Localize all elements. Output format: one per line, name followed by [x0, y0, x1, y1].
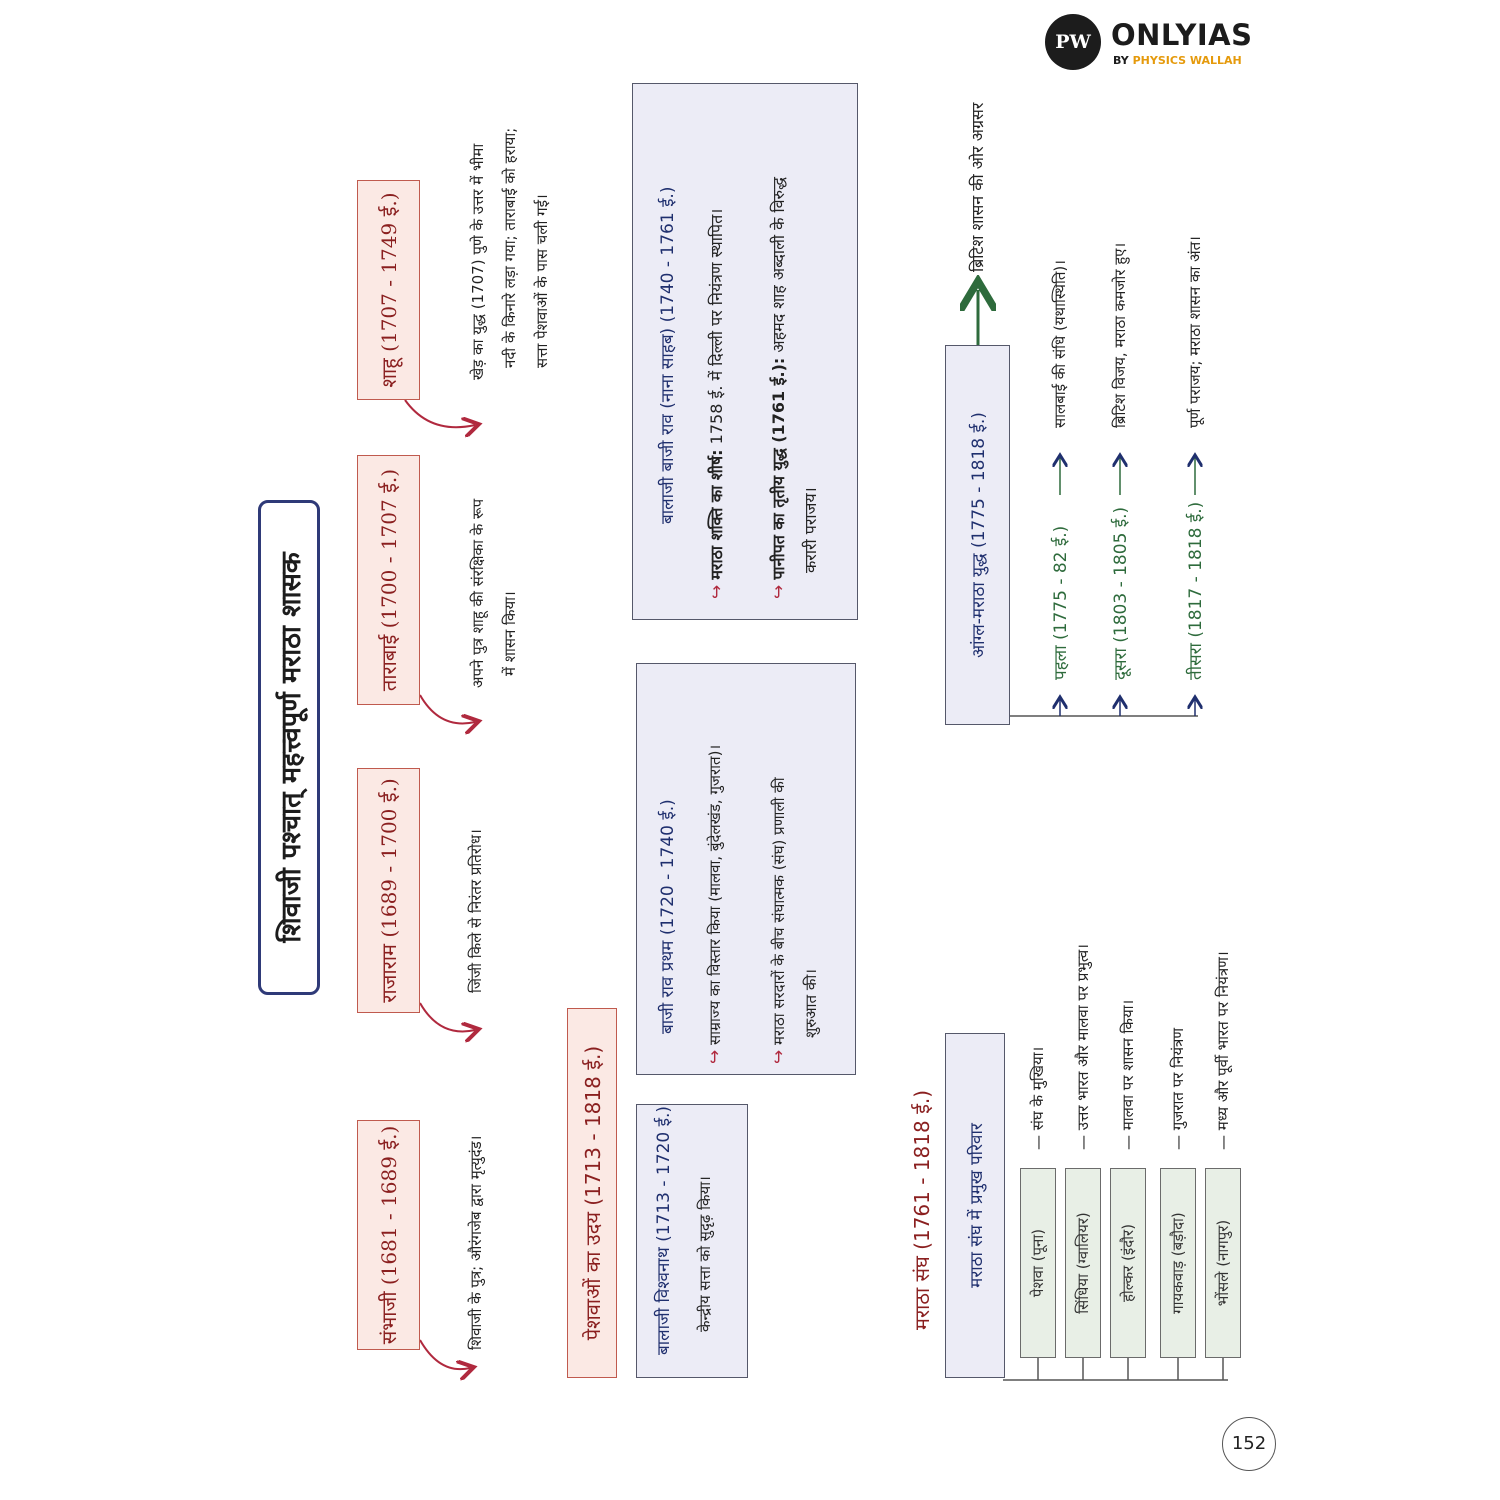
war-second: दूसरा (1803 - 1805 ई.) — [1111, 506, 1131, 680]
war-second-result: ब्रिटिश विजय, मराठा कमजोर हुए। — [1111, 242, 1129, 428]
ruler-sambhaji-desc: शिवाजी के पुत्र; औरंगजेब द्वारा मृत्युदंड। — [467, 1135, 485, 1350]
war-third: तीसरा (1817 - 1818 ई.) — [1186, 501, 1206, 680]
family-gaikwad-desc: — गुजरात पर नियंत्रण — [1169, 1027, 1187, 1150]
confederacy-title: मराठा संघ (1761 - 1818 ई.) — [910, 1089, 934, 1330]
ruler-sambhaji: संभाजी (1681 - 1689 ई.) — [357, 1120, 420, 1350]
family-bhonsle-desc: — मध्य और पूर्वी भारत पर नियंत्रण। — [1214, 951, 1232, 1150]
ruler-tarabai: ताराबाई (1700 - 1707 ई.) — [357, 455, 420, 705]
peshwa-rise-box: पेशवाओं का उदय (1713 - 1818 ई.) — [567, 1008, 617, 1378]
family-peshwa-desc: — संघ के मुखिया। — [1029, 1046, 1047, 1150]
family-holkar-desc: — मालवा पर शासन किया। — [1119, 999, 1137, 1150]
point-arrow-icon: ↪ — [769, 1049, 789, 1064]
ruler-rajaram: राजाराम (1689 - 1700 ई.) — [357, 768, 420, 1013]
war-first-result: सालबाई की संधि (यथास्थिति)। — [1051, 260, 1069, 428]
brand-subtitle: BY PHYSICS WALLAH — [1113, 54, 1242, 67]
family-bhonsle: भोंसले (नागपुर) — [1205, 1168, 1241, 1358]
page-title: शिवाजी पश्चात् महत्त्वपूर्ण मराठा शासक — [258, 500, 320, 995]
family-peshwa: पेशवा (पूना) — [1020, 1168, 1056, 1358]
bajirao-box: बाजी राव प्रथम (1720 - 1740 ई.) ↪ साम्राज्य का विस्तार किया (मालवा, बुंदेलखंड, गुजरात)। ↪ मराठा सरदारों के बीच संघात्मक (संघ) प्रणाली की शुरुआत की। — [636, 663, 856, 1075]
anglo-outcome: ब्रिटिश शासन की ओर अग्रसर — [968, 102, 987, 272]
point-arrow-icon: ↪ — [705, 1049, 725, 1064]
ruler-shahu-desc: खेड़ का युद्ध (1707) पुणे के उत्तर में भीमा नदी के किनारे लड़ा गया; ताराबाई को हराया; सत्ता पेशवाओं के पास चली गई। — [469, 127, 551, 380]
point-arrow-icon: ↪ — [769, 584, 789, 599]
brand-name: ONLYIAS — [1111, 18, 1253, 52]
pw-logo-icon: PW — [1045, 14, 1101, 70]
family-scindia: सिंधिया (ग्वालियर) — [1065, 1168, 1101, 1358]
page-number: 152 — [1222, 1417, 1276, 1471]
anglo-maratha-box: आंग्ल-मराठा युद्ध (1775 - 1818 ई.) — [945, 345, 1010, 725]
ruler-rajaram-desc: जिंजी किले से निरंतर प्रतिरोध। — [467, 829, 485, 993]
point-arrow-icon: ↪ — [707, 584, 727, 599]
ruler-tarabai-desc: अपने पुत्र शाहू की संरक्षिका के रूप में शासन किया। — [469, 498, 519, 688]
ruler-shahu: शाहू (1707 - 1749 ई.) — [357, 180, 420, 400]
family-scindia-desc: — उत्तर भारत और मालवा पर प्रभुत्व। — [1074, 944, 1092, 1150]
families-title-box: मराठा संघ में प्रमुख परिवार — [945, 1033, 1005, 1378]
family-gaikwad: गायकवाड़ (बड़ौदा) — [1160, 1168, 1196, 1358]
balaji-bajirao-box: बालाजी बाजी राव (नाना साहब) (1740 - 1761 ई.) ↪ मराठा शक्ति का शीर्ष: 1758 ई. में दिल्ली पर नियंत्रण स्थापित। ↪ पानीपत का तृतीय युद्ध (1761 ई.): अहमद शाह अब्दाली के विरुद्ध करारी पराजय। — [632, 83, 858, 620]
family-holkar: होल्कर (इंदौर) — [1110, 1168, 1146, 1358]
ruler-arrow-3 — [420, 695, 475, 723]
war-first: पहला (1775 - 82 ई.) — [1051, 525, 1071, 680]
war-third-result: पूर्ण पराजय; मराठा शासन का अंत। — [1186, 236, 1204, 428]
ruler-arrow-4 — [405, 400, 475, 427]
balaji-vishwanath-box: बालाजी विश्वनाथ (1713 - 1720 ई.) केन्द्रीय सत्ता को सुदृढ़ किया। — [636, 1104, 748, 1378]
